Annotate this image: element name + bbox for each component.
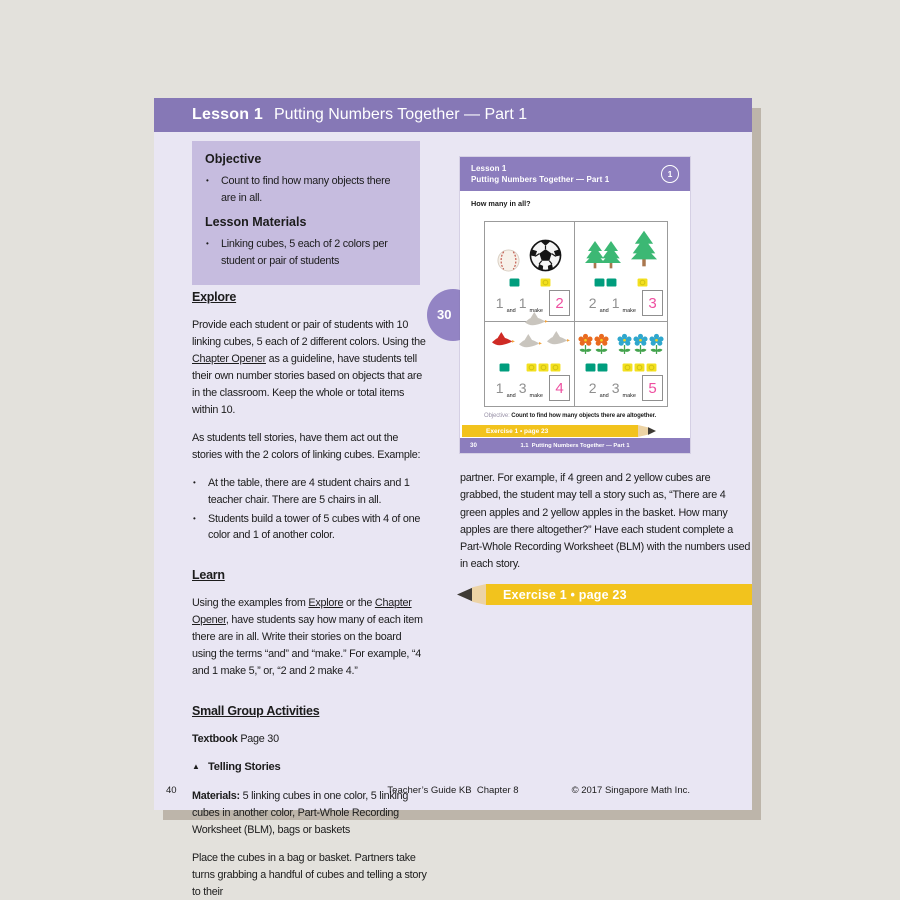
explore-reference: Explore xyxy=(308,596,344,609)
materials-text: 5 linking cubes in one color, 5 linking cubes in another color, Part-Whole Recording Worksheet (BLM), bags or baskets xyxy=(192,789,409,836)
object-row xyxy=(488,226,571,272)
footer-copyright: © 2017 Singapore Math Inc. xyxy=(571,785,690,796)
green-cube-icon xyxy=(594,278,605,287)
bullet-icon: • xyxy=(206,176,209,185)
textbook-label: Textbook xyxy=(192,732,238,745)
student-page-number: 30 xyxy=(437,307,452,322)
materials-item-text: Linking cubes, 5 each of 2 colors per student or pair of students xyxy=(221,238,388,268)
yellow-cube-icon xyxy=(646,363,657,372)
baseball-icon xyxy=(497,249,520,272)
linking-cubes-row xyxy=(499,363,561,372)
teachers-guide-page xyxy=(154,98,752,898)
object-row xyxy=(578,226,664,272)
linking-cubes-row xyxy=(594,278,648,287)
word-make: make xyxy=(529,308,543,314)
yellow-cube-icon xyxy=(538,363,549,372)
orange-flower-icon xyxy=(594,333,609,357)
objective-label: Objective: xyxy=(484,413,510,419)
answer-box: 5 xyxy=(642,375,663,401)
blue-flower-icon xyxy=(633,333,648,357)
thumbnail-header-band xyxy=(460,157,690,191)
addend-b: 3 xyxy=(611,380,620,396)
gray-bird-icon xyxy=(524,312,548,329)
explore-bullet-1 xyxy=(192,475,428,508)
textbook-page-ref: Page 30 xyxy=(237,732,279,745)
yellow-cube-icon xyxy=(637,278,648,287)
yellow-cube-icon xyxy=(526,363,537,372)
bullet-icon: • xyxy=(206,239,209,249)
text-run: as a guideline, have students tell their own number stories based on objects that are in the classroom. Keep the whole or total items within 10. xyxy=(192,352,422,416)
thumbnail-footer-page-number: 30 xyxy=(470,442,477,449)
addend-a: 1 xyxy=(495,380,504,396)
text-run: or the xyxy=(343,596,375,609)
pencil-wood xyxy=(472,584,486,605)
number-sentence xyxy=(578,290,664,316)
addition-cell-birds xyxy=(485,322,575,406)
text-run: Using the examples from xyxy=(192,596,309,609)
activity-title: Telling Stories xyxy=(208,760,281,773)
addend-b: 1 xyxy=(611,295,620,311)
word-make: make xyxy=(622,308,636,314)
lesson-number: Lesson 1 xyxy=(192,106,263,123)
object-row xyxy=(578,326,664,357)
addition-cell-balls xyxy=(485,222,575,322)
pencil-wood xyxy=(638,425,648,437)
bullet-icon: • xyxy=(193,513,196,523)
number-sentence xyxy=(488,375,571,401)
addition-grid xyxy=(484,221,668,407)
chapter-opener-reference: Chapter Opener xyxy=(192,596,412,626)
pencil-tip-icon xyxy=(648,425,656,437)
materials-item xyxy=(205,236,407,269)
triangle-marker-icon: ▲ xyxy=(192,762,200,772)
green-cube-icon xyxy=(585,363,596,372)
continuation-paragraph: partner. For example, if 4 green and 2 yellow cubes are grabbed, the student may tell a story such as, “There are 4 green apples and 2 yellow apples in the basket. How many apples are there altogether?” Have each student complete a Part-Whole Recording Worksheet (BLM) with the numbers used in each story. xyxy=(460,472,751,571)
object-row xyxy=(488,326,571,357)
thumbnail-lesson-title: Putting Numbers Together — Part 1 xyxy=(471,175,610,184)
learn-paragraph xyxy=(192,595,428,680)
how-many-prompt: How many in all? xyxy=(471,199,531,208)
addition-cell-flowers xyxy=(575,322,667,406)
bullet-text: At the table, there are 4 student chairs and 1 teacher chair. There are 5 chairs in all. xyxy=(208,477,410,506)
linking-cubes-row xyxy=(509,278,551,287)
linking-cubes-row xyxy=(585,363,657,372)
yellow-cube-icon xyxy=(550,363,561,372)
thumbnail-objective-line xyxy=(484,413,679,419)
exercise-banner-label: Exercise 1 • page 23 xyxy=(486,584,752,605)
yellow-cube-icon xyxy=(634,363,645,372)
addend-a: 1 xyxy=(495,295,504,311)
bullet-text: Students build a tower of 5 cubes with 4 of one color and 1 of another color. xyxy=(208,512,421,542)
exercise-banner-label: Exercise 1 • page 23 xyxy=(462,425,638,437)
explore-paragraph-1 xyxy=(192,317,428,419)
objective-item-text: Count to find how many objects there are in all. xyxy=(221,175,391,204)
word-make: make xyxy=(529,393,543,399)
exercise-banner xyxy=(457,584,752,605)
addend-b: 3 xyxy=(518,380,527,396)
activity-title-line xyxy=(192,759,428,777)
gray-bird-icon xyxy=(518,334,542,351)
thumbnail-footer-title: 1.1 Putting Numbers Together — Part 1 xyxy=(520,442,630,449)
thumbnail-header-titles xyxy=(471,163,661,185)
footer-book-title: Teacher’s Guide KB Chapter 8 xyxy=(387,785,519,796)
answer-box: 2 xyxy=(549,290,570,316)
pencil-tip-icon xyxy=(457,587,472,602)
orange-flower-icon xyxy=(578,333,593,357)
blue-flower-icon xyxy=(649,333,664,357)
yellow-cube-icon xyxy=(622,363,633,372)
blue-flower-icon xyxy=(617,333,632,357)
tree-icon xyxy=(631,226,657,272)
textbook-page-thumbnail xyxy=(460,157,690,453)
small-group-activities-heading: Small Group Activities xyxy=(192,704,320,719)
chapter-badge: 1 xyxy=(661,165,679,183)
word-and: and xyxy=(599,393,609,399)
textbook-page-line xyxy=(192,731,428,748)
thumbnail-footer-band xyxy=(460,438,690,453)
answer-box: 3 xyxy=(642,290,663,316)
bullet-icon: • xyxy=(193,478,196,488)
activity-paragraph: Place the cubes in a bag or basket. Partners take turns grabbing a handful of cubes and telling a story to their xyxy=(192,851,427,898)
green-cube-icon xyxy=(509,278,520,287)
objective-text: Count to find how many objects there are altogether. xyxy=(509,413,657,419)
green-cube-icon xyxy=(597,363,608,372)
left-column xyxy=(192,288,428,900)
text-run: Provide each student or pair of students with 10 linking cubes, 5 each of 2 different colors. Using the xyxy=(192,318,426,348)
lesson-title: Putting Numbers Together — Part 1 xyxy=(273,106,528,123)
yellow-cube-icon xyxy=(540,278,551,287)
number-sentence xyxy=(578,375,664,401)
addend-b: 1 xyxy=(518,295,527,311)
word-and: and xyxy=(599,308,609,314)
chapter-opener-reference: Chapter Opener xyxy=(192,352,266,365)
green-cube-icon xyxy=(499,363,510,372)
explore-heading: Explore xyxy=(192,290,237,304)
addend-a: 2 xyxy=(588,295,597,311)
page-number: 40 xyxy=(166,785,177,796)
explore-paragraph-2: As students tell stories, have them act out the stories with the 2 colors of linking cubes. Example: xyxy=(192,432,421,462)
gray-bird-icon xyxy=(546,331,570,348)
word-and: and xyxy=(506,393,516,399)
red-bird-icon xyxy=(491,332,515,349)
objective-item xyxy=(205,173,407,206)
soccer-ball-icon xyxy=(529,239,562,272)
text-run: , have students say how many of each item there are in all. Write their stories on the board using the terms “and” and “make.” For example, “4 and 1 make 5,” or, “2 and 2 make 4.” xyxy=(192,613,423,677)
lesson-materials-heading: Lesson Materials xyxy=(205,215,307,230)
addition-cell-trees xyxy=(575,222,667,322)
answer-box: 4 xyxy=(549,375,570,401)
word-and: and xyxy=(506,308,516,314)
objective-heading: Objective xyxy=(205,152,262,166)
addend-a: 2 xyxy=(588,380,597,396)
lesson-header-band xyxy=(154,98,752,132)
green-cube-icon xyxy=(606,278,617,287)
learn-heading: Learn xyxy=(192,568,225,583)
thumbnail-lesson-number: Lesson 1 xyxy=(471,163,507,173)
word-make: make xyxy=(622,393,636,399)
explore-bullet-2 xyxy=(192,511,428,544)
tree-icon xyxy=(601,238,621,272)
materials-label: Materials: xyxy=(192,789,240,802)
thumbnail-exercise-banner xyxy=(462,425,656,437)
objective-box xyxy=(192,141,420,285)
